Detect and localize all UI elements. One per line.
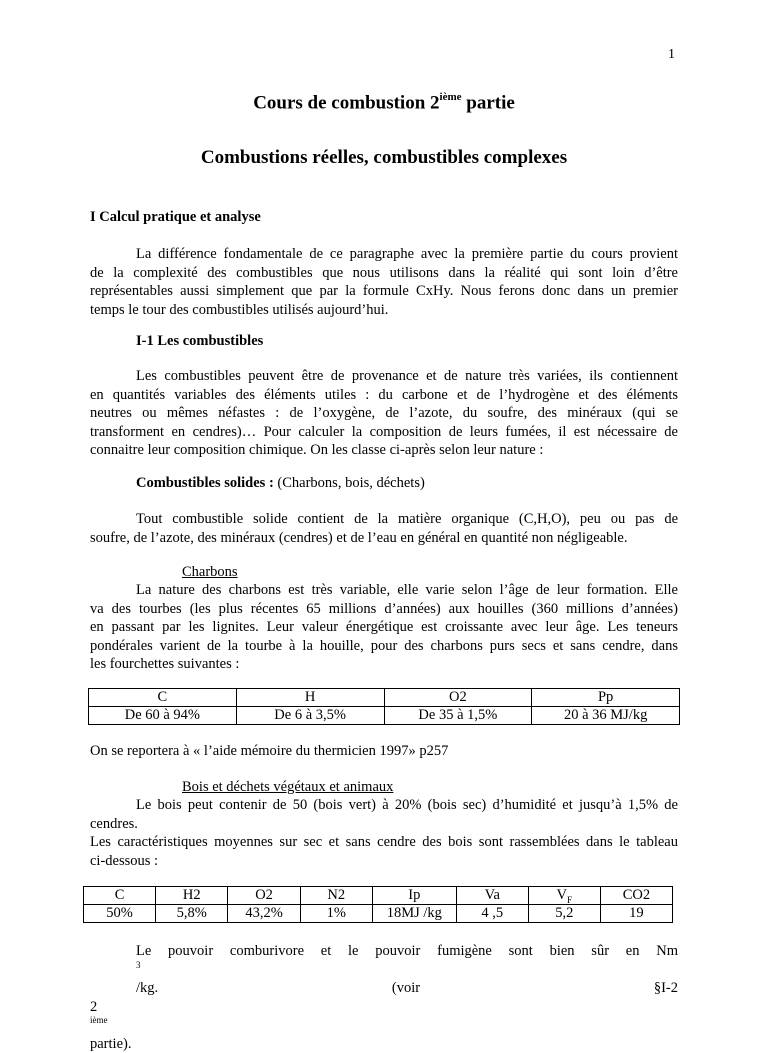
table-header-row: C H2 O2 N2 Ip Va $V_F$ CO2	[84, 887, 673, 905]
paragraph-combustibles: Les combustibles peuvent être de provenance et de nature très variées, ils contiennent en quantités variables des éléments utiles : du carbone et de l’hydrogène et des éléments neutres ou mêmes néfastes : de l’oxygène, de l’azote, du soufre, des minéraux (qui se transforment en cendres)… Pour calculer la composition de leurs fumées, il est nécessaire de connaitre leur composition chimique. On les classe ci-après selon leur nature :	[90, 368, 678, 458]
solids-heading: Combustibles solides : (Charbons, bois, déchets)	[136, 475, 425, 491]
reference-line: On se reportera à « l’aide mémoire du thermicien 1997» p257	[90, 743, 449, 759]
bois-table	[83, 886, 673, 923]
paragraph-solids: Tout combustible solide contient de la matière organique (C,H,O), peu ou pas de soufre, de l’azote, des minéraux (cendres) et de l’eau en général en quantité non négligeable.	[90, 511, 678, 546]
paragraph-final: Le pouvoir comburivore et le pouvoir fumigène sont bien sûr en Nm $^3$ /kg. (voir §I-2 2 $^{ième}$ partie).	[90, 943, 678, 1052]
section-heading-calcul: I Calcul pratique et analyse	[90, 209, 261, 225]
paragraph-bois: Le bois peut contenir de 50 (bois vert) à 20% (bois sec) d’humidité et jusqu’à 1,5% de cendres.	[90, 797, 678, 832]
paragraph-bois-characteristics: Les caractéristiques moyennes sur sec et sans cendre des bois sont rassemblées dans le tableau ci-dessous :	[90, 834, 678, 869]
paragraph-charbons: La nature des charbons est très variable, elle varie selon l’âge de leur formation. Elle va des tourbes (les plus récentes 65 millions d’années) aux houilles (360 millions d’années) en passant par les lignites. Leur valeur énergétique est croissante avec leur âge. Les teneurs pondérales varient de la tourbe à la houille, pour des charbons purs secs et sans cendre, dans les fourchettes suivantes :	[90, 582, 678, 672]
page-title: Cours de combustion 2ième partie	[253, 91, 515, 114]
bois-heading: Bois et déchets végétaux et animaux	[182, 779, 394, 795]
table-header-row: C H O2 Pp	[89, 689, 680, 707]
table-row: De 60 à 94% De 6 à 3,5% De 35 à 1,5% 20 à 36 MJ/kg	[89, 707, 680, 725]
table-row: 50% 5,8% 43,2% 1% 18MJ /kg 4 ,5 5,2 19	[84, 905, 673, 923]
charbons-heading: Charbons	[182, 564, 238, 580]
section-heading-combustibles: I-1 Les combustibles	[136, 333, 264, 349]
page-subtitle: Combustions réelles, combustibles complexes	[200, 147, 568, 168]
charbons-table	[88, 688, 680, 725]
paragraph-intro: La différence fondamentale de ce paragraphe avec la première partie du cours provient de la complexité des combustibles que nous utilisons dans la réalité qui sont loin d’être représentables aussi simplement que par la formule CxHy. Nous ferons donc dans un premier temps le tour des combustibles utilisés aujourd’hui.	[90, 246, 678, 318]
page-number: 1	[668, 47, 675, 62]
